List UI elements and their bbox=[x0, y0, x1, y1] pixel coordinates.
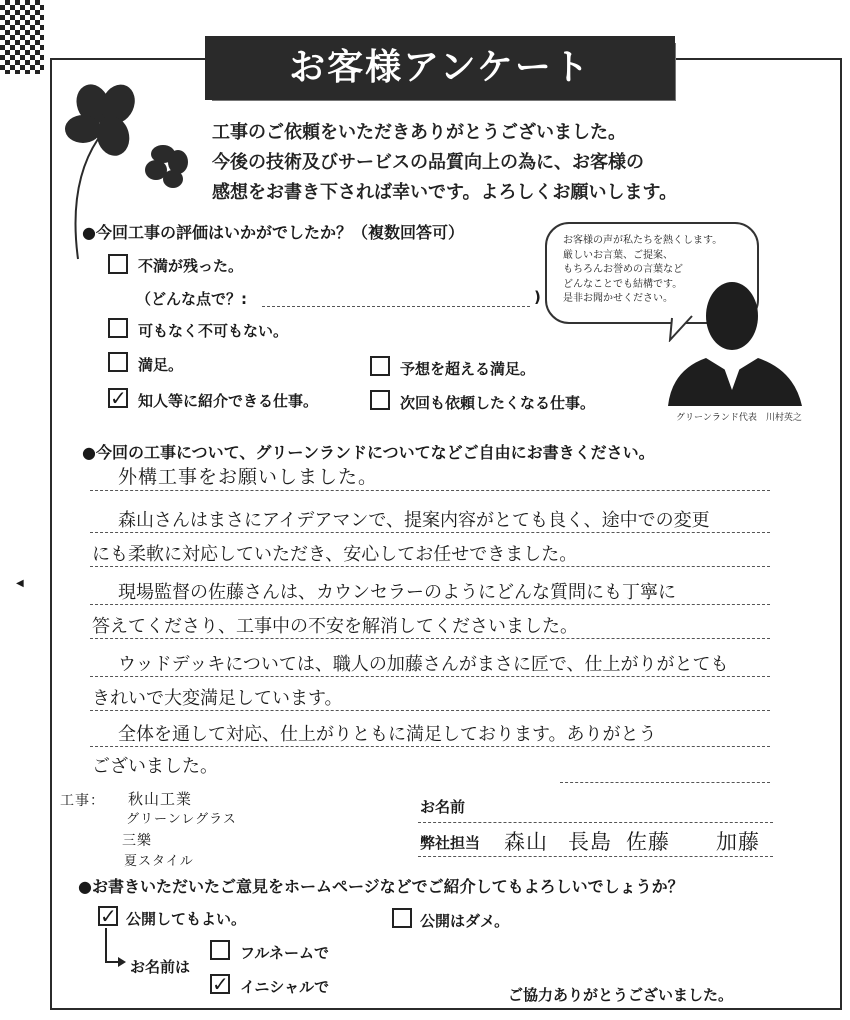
label-recommend: 知人等に紹介できる仕事。 bbox=[138, 392, 319, 410]
construction-prefix: 工事： bbox=[60, 793, 105, 809]
intro-line: 感想をお書き下されば幸いです。よろしくお願いします。 bbox=[212, 182, 678, 203]
check-mark-icon: ✓ bbox=[100, 904, 117, 928]
staff-name: 森山 bbox=[504, 830, 548, 854]
branch-arrow-icon bbox=[100, 928, 130, 968]
checkbox-again[interactable] bbox=[370, 390, 390, 410]
bubble-line: 是非お聞かせください。 bbox=[563, 293, 673, 304]
closing-message: ご協力ありがとうございました。 bbox=[508, 986, 734, 1004]
person-silhouette-icon bbox=[668, 278, 802, 406]
bubble-line: もちろんお誉めの言葉など bbox=[563, 264, 683, 275]
label-dissatisfied: 不満が残った。 bbox=[138, 257, 244, 275]
comment-line: ウッドデッキについては、職人の加藤さんがまさに匠で、仕上がりがとても bbox=[118, 654, 729, 675]
checkbox-fullname[interactable] bbox=[210, 940, 230, 960]
staff-underline bbox=[418, 856, 773, 857]
title-banner bbox=[205, 36, 675, 100]
label-beyond: 予想を超える満足。 bbox=[400, 360, 536, 378]
detail-prompt: （どんな点で？: bbox=[136, 290, 247, 308]
detail-input-line[interactable] bbox=[262, 306, 530, 307]
q1-heading: ●今回工事の評価はいかがでしたか？（複数回答可） bbox=[82, 223, 464, 242]
check-mark-icon: ✓ bbox=[212, 972, 229, 996]
checkbox-neutral[interactable] bbox=[108, 318, 128, 338]
label-private: 公開はダメ。 bbox=[420, 912, 510, 930]
ruled-line bbox=[90, 490, 770, 491]
checkbox-satisfied[interactable] bbox=[108, 352, 128, 372]
label-public: 公開してもよい。 bbox=[126, 910, 247, 928]
ruled-line bbox=[90, 710, 770, 711]
q3-heading: ●お書きいただいたご意見をホームページなどでご紹介してもよろしいでしょうか？ bbox=[78, 877, 684, 896]
contractor-item: 秋山工業 bbox=[128, 790, 193, 808]
margin-arrow-icon: ◀ bbox=[16, 578, 24, 589]
name-label: お名前 bbox=[420, 798, 466, 816]
ruled-line bbox=[560, 782, 770, 783]
comment-line: きれいで大変満足しています。 bbox=[92, 688, 343, 709]
ruled-line bbox=[90, 638, 770, 639]
page-title: お客様アンケート bbox=[289, 47, 591, 88]
check-mark-icon: ✓ bbox=[110, 386, 127, 410]
checkbox-recommend[interactable] bbox=[108, 388, 128, 408]
ruled-line bbox=[90, 676, 770, 677]
checkbox-private[interactable] bbox=[392, 908, 412, 928]
name-prompt: お名前は bbox=[130, 958, 191, 976]
contractor-item: グリーンレグラス bbox=[126, 812, 237, 827]
comment-line: 外構工事をお願いしました。 bbox=[118, 466, 379, 488]
label-fullname: フルネームで bbox=[240, 944, 329, 962]
label-initial: イニシャルで bbox=[240, 978, 330, 996]
label-neutral: 可もなく不可もない。 bbox=[138, 322, 289, 340]
checkbox-beyond[interactable] bbox=[370, 356, 390, 376]
bubble-line: お客様の声が私たちを熱くします。 bbox=[563, 235, 723, 246]
ruled-line bbox=[90, 566, 770, 567]
name-input-line[interactable] bbox=[418, 822, 773, 823]
label-satisfied: 満足。 bbox=[138, 356, 184, 374]
bubble-line: どんなことでも結構です。 bbox=[563, 278, 683, 290]
checkbox-initial[interactable] bbox=[210, 974, 230, 994]
ruled-line bbox=[90, 532, 770, 533]
detail-close: ) bbox=[534, 288, 541, 306]
ruled-line bbox=[90, 746, 770, 747]
comment-line: 森山さんはまさにアイデアマンで、提案内容がとても良く、途中での変更 bbox=[118, 510, 710, 531]
intro-line: 今後の技術及びサービスの品質向上の為に、お客様の bbox=[212, 152, 644, 173]
comment-line: 全体を通して対応、仕上がりともに満足しております。ありがとう bbox=[118, 724, 657, 745]
checkbox-dissatisfied[interactable] bbox=[108, 254, 128, 274]
bubble-line: 厳しいお言葉、ご提案、 bbox=[563, 249, 673, 261]
comment-line: 現場監督の佐藤さんは、カウンセラーのようにどんな質問にも丁寧に bbox=[118, 582, 676, 603]
intro-line: 工事のご依頼をいただきありがとうございました。 bbox=[212, 122, 626, 143]
comment-line: 答えてくださり、工事中の不安を解消してくださいました。 bbox=[92, 616, 578, 637]
staff-name: 加藤 bbox=[716, 830, 760, 854]
staff-name: 佐藤 bbox=[626, 830, 670, 854]
label-again: 次回も依頼したくなる仕事。 bbox=[400, 394, 596, 412]
q2-heading: ●今回の工事について、グリーンランドについてなどご自由にお書きください。 bbox=[82, 443, 655, 462]
checker-edge-decoration bbox=[0, 0, 44, 74]
staff-label: 弊社担当 bbox=[420, 834, 481, 852]
ruled-line bbox=[90, 604, 770, 605]
comment-line: ございました。 bbox=[92, 756, 218, 777]
contractor-item: 夏スタイル bbox=[124, 854, 194, 869]
representative-caption: グリーンランド代表 川村英之 bbox=[676, 413, 802, 423]
staff-name: 長島 bbox=[568, 830, 612, 854]
checkbox-public[interactable] bbox=[98, 906, 118, 926]
contractor-item: 三樂 bbox=[122, 833, 152, 849]
comment-line: にも柔軟に対応していただき、安心してお任せできました。 bbox=[92, 544, 578, 565]
